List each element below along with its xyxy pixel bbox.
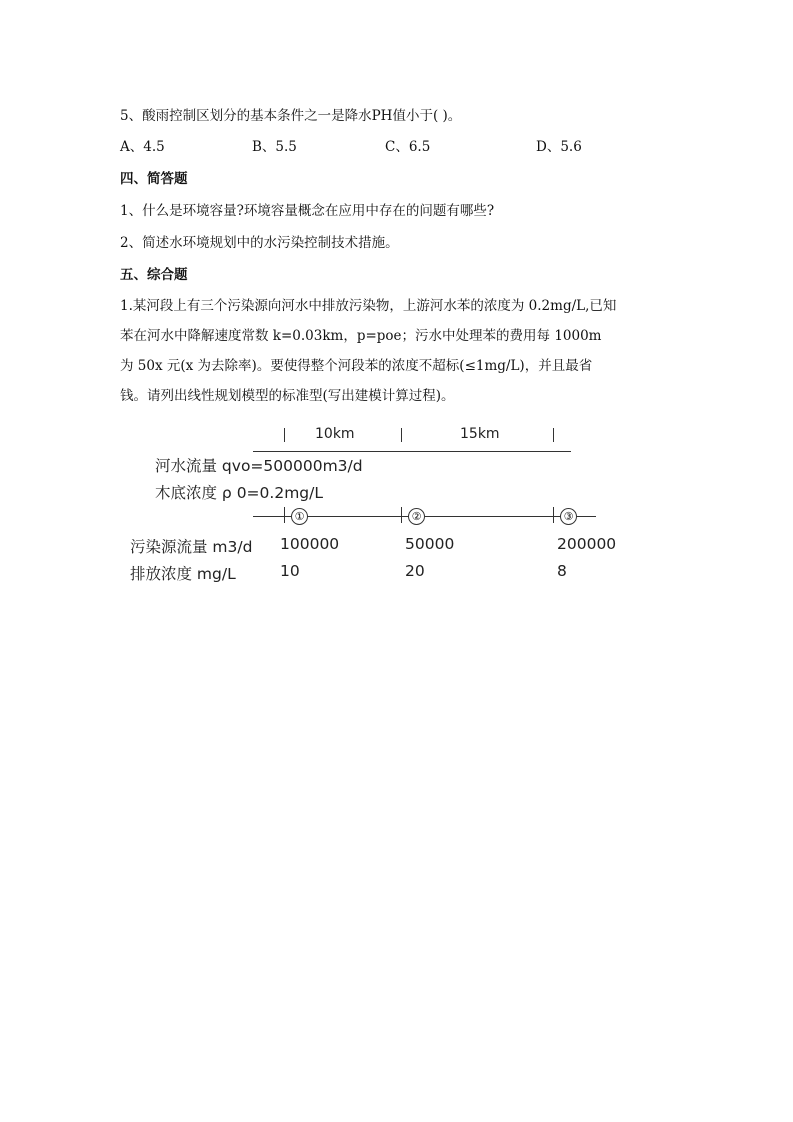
source-tick-3 [553, 507, 554, 523]
section-5-line-1: 1.某河段上有三个污染源向河水中排放污染物，上游河水苯的浓度为 0.2mg/L,已知 [120, 298, 617, 314]
tick-3 [553, 428, 554, 442]
segment-label-2: 15km [460, 426, 500, 442]
source-marker-1: ① [291, 508, 308, 525]
tick-1 [284, 428, 285, 442]
section-5-line-2: 苯在河水中降解速度常数 k=0.03km，p=poe；污水中处理苯的费用每 1000m [120, 328, 602, 344]
river-flow-label: 河水流量 qvo=500000m3/d [155, 457, 363, 475]
tick-2 [401, 428, 402, 442]
source-tick-2 [401, 507, 402, 523]
emission-conc-1: 10 [280, 562, 300, 580]
section-4-item-1: 1、什么是环境容量?环境容量概念在应用中存在的问题有哪些? [120, 203, 495, 219]
background-conc-label: 木底浓度 ρ 0=0.2mg/L [155, 484, 323, 502]
segment-label-1: 10km [315, 426, 355, 442]
option-b: B、5.5 [252, 139, 297, 155]
source-flow-label: 污染源流量 m3/d [130, 538, 253, 556]
section-5-title: 五、综合题 [120, 267, 188, 283]
source-flow-2: 50000 [405, 535, 455, 553]
section-5-line-3: 为 50x 元(x 为去除率)。要使得整个河段苯的浓度不超标(≤1mg/L)，并且最省 [120, 358, 593, 374]
source-tick-1 [284, 507, 285, 523]
ruler-line [253, 451, 571, 452]
option-d: D、5.6 [536, 139, 582, 155]
emission-conc-2: 20 [405, 562, 425, 580]
option-a: A、4.5 [120, 139, 165, 155]
source-marker-2: ② [408, 508, 425, 525]
emission-conc-3: 8 [557, 562, 567, 580]
section-4-item-2: 2、简述水环境规划中的水污染控制技术措施。 [120, 235, 399, 251]
source-flow-3: 200000 [557, 535, 617, 553]
option-c: C、6.5 [385, 139, 431, 155]
source-marker-3: ③ [560, 508, 577, 525]
section-4-title: 四、简答题 [120, 171, 188, 187]
section-5-line-4: 钱。请列出线性规划模型的标准型(写出建模计算过程)。 [120, 388, 455, 404]
question-5: 5、酸雨控制区划分的基本条件之一是降水PH值小于( )。 [120, 108, 462, 124]
emission-conc-label: 排放浓度 mg/L [130, 565, 236, 583]
source-flow-1: 100000 [280, 535, 340, 553]
